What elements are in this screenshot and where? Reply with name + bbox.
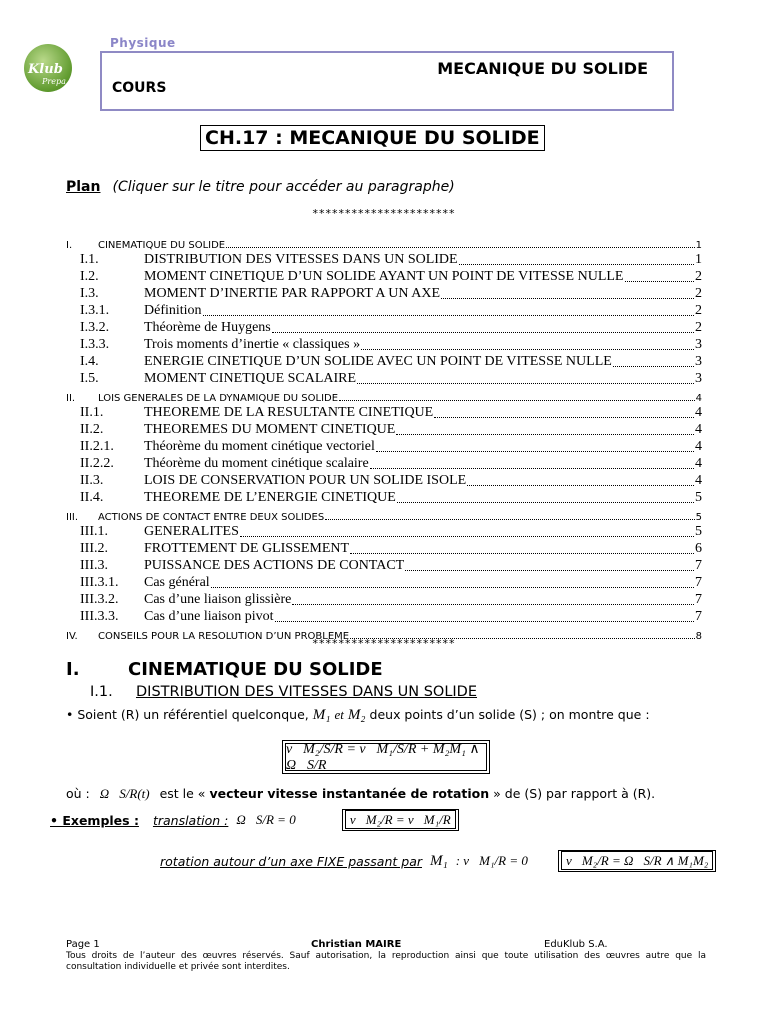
toc-entry-number: III.3.1. — [80, 575, 119, 590]
examples-line — [50, 809, 459, 831]
section-number: I. — [66, 659, 80, 680]
paragraph-definition — [66, 786, 655, 802]
toc-entry-label: Trois moments d’inertie « classiques » — [144, 337, 361, 352]
toc-entry-number: I.3.3. — [80, 337, 110, 352]
rotation-example-line — [160, 850, 716, 872]
toc-entry-page: 4 — [695, 405, 702, 420]
toc-entry-label: MOMENT CINETIQUE SCALAIRE — [144, 371, 357, 386]
rotation-equation: : v⃗M₁/R = 0⃗ — [455, 853, 538, 868]
toc-entry-number: I.2. — [80, 269, 99, 284]
toc-entry[interactable] — [66, 285, 702, 302]
rotation-result: v⃗M₂/R = Ω⃗S/R ∧ M₁M₂ — [561, 851, 713, 870]
toc-entry-page: 5 — [695, 490, 702, 505]
toc-entry-page: 4 — [695, 422, 702, 437]
translation-label: translation : — [152, 812, 229, 828]
toc-entry-label: THEOREMES DU MOMENT CINETIQUE — [144, 422, 396, 437]
toc-entry-number: II.1. — [80, 405, 104, 420]
toc-entry-label: Cas d’une liaison pivot — [144, 609, 274, 624]
toc-entry-page: 1 — [695, 252, 702, 267]
omega-symbol: Ω⃗S/R(t) — [99, 786, 150, 801]
toc-entry-number: II.2.1. — [80, 439, 114, 454]
toc-entry[interactable] — [66, 421, 702, 438]
toc-entry-number: III.2. — [80, 541, 108, 556]
toc-entry[interactable] — [66, 336, 702, 353]
section-title: CINEMATIQUE DU SOLIDE — [128, 659, 383, 680]
toc-leader-dots — [226, 247, 695, 248]
toc-entry-page: 7 — [695, 575, 702, 590]
logo-text: Klub — [28, 62, 63, 77]
toc-leader-dots — [211, 587, 694, 588]
toc-leader-dots — [613, 366, 694, 367]
toc-entry[interactable] — [66, 268, 702, 285]
toc-leader-dots — [292, 604, 694, 605]
translation-result: v⃗M₂/R = v⃗M₁/R — [345, 810, 456, 829]
toc-entry[interactable] — [66, 387, 702, 404]
toc-entry-label: DISTRIBUTION DES VITESSES DANS UN SOLIDE — [144, 252, 458, 267]
subsection-heading-1-1 — [90, 684, 477, 700]
toc-entry[interactable] — [66, 489, 702, 506]
toc-entry-number: I.5. — [80, 371, 99, 386]
paragraph-text: est le « — [159, 786, 206, 801]
toc-entry-label: Définition — [144, 303, 202, 318]
toc-entry[interactable] — [66, 251, 702, 268]
paragraph-intro — [66, 707, 650, 724]
toc-leader-dots — [240, 536, 694, 537]
separator-stars-top: ********************** — [312, 207, 456, 220]
toc-entry-number: I.4. — [80, 354, 99, 369]
toc-entry[interactable] — [66, 370, 702, 387]
toc-entry[interactable] — [66, 540, 702, 557]
toc-entry-page: 7 — [695, 592, 702, 607]
toc-entry-label: LOIS DE CONSERVATION POUR UN SOLIDE ISOLE — [144, 473, 467, 488]
toc-leader-dots — [275, 621, 695, 622]
toc-entry[interactable] — [66, 574, 702, 591]
header-box — [100, 51, 674, 111]
chapter-title: CH.17 : MECANIQUE DU SOLIDE — [200, 125, 545, 151]
paragraph-bold: vecteur vitesse instantanée de rotation — [209, 786, 490, 801]
translation-equation: Ω⃗S/R = 0⃗ — [236, 812, 306, 827]
toc-entry-label: THEOREME DE L’ENERGIE CINETIQUE — [144, 490, 396, 505]
toc-entry-label: LOIS GENERALES DE LA DYNAMIQUE DU SOLIDE — [98, 393, 339, 404]
toc-entry-page: 5 — [695, 524, 702, 539]
toc-entry-page: 1 — [695, 240, 702, 251]
paragraph-text: où : — [66, 786, 90, 801]
velocity-field-equation: v⃗M₂/S/R = v⃗M₁/S/R + M₂M₁ ∧ Ω⃗S/R — [285, 743, 487, 771]
plan-line — [66, 179, 455, 195]
toc-entry-number: I.3.1. — [80, 303, 110, 318]
toc-entry[interactable] — [66, 404, 702, 421]
toc-leader-dots — [397, 502, 694, 503]
subject-label: Physique — [110, 36, 176, 50]
toc-leader-dots — [405, 570, 694, 571]
separator-stars-bottom: ********************** — [312, 637, 456, 650]
section-heading-1 — [66, 659, 383, 680]
toc-leader-dots — [272, 332, 694, 333]
rotation-label: rotation autour d’un axe FIXE passant par — [160, 853, 422, 869]
toc-entry[interactable] — [66, 234, 702, 251]
logo-subtext: Prepa — [42, 77, 66, 86]
toc-entry-number: I.3.2. — [80, 320, 110, 335]
toc-entry-page: 2 — [695, 303, 702, 318]
toc-entry-label: MOMENT CINETIQUE D’UN SOLIDE AYANT UN POINT DE VITESSE NULLE — [144, 269, 624, 284]
toc-entry-page: 4 — [695, 456, 702, 471]
toc-entry-label: CINEMATIQUE DU SOLIDE — [98, 240, 226, 251]
toc-entry[interactable] — [66, 608, 702, 625]
translation-result-box — [342, 809, 459, 831]
toc-leader-dots — [370, 468, 694, 469]
toc-entry-label: CONSEILS POUR LA RESOLUTION D’UN PROBLEME — [98, 631, 350, 642]
toc-entry[interactable] — [66, 523, 702, 540]
plan-hint: (Cliquer sur le titre pour accéder au paragraphe) — [112, 179, 455, 195]
toc-leader-dots — [350, 553, 694, 554]
toc-leader-dots — [434, 417, 694, 418]
toc-entry-number: II. — [66, 393, 76, 404]
toc-leader-dots — [467, 485, 694, 486]
toc-leader-dots — [361, 349, 694, 350]
toc-entry-number: III.3.2. — [80, 592, 119, 607]
toc-entry-number: III.1. — [80, 524, 108, 539]
paragraph-text: deux points d’un solide (S) ; on montre que : — [369, 707, 650, 722]
toc-entry[interactable] — [66, 591, 702, 608]
toc-entry[interactable] — [66, 438, 702, 455]
footer-page-number: Page 1 — [66, 939, 100, 950]
toc-entry-label: PUISSANCE DES ACTIONS DE CONTACT — [144, 558, 405, 573]
footer-copyright: Tous droits de l’auteur des œuvres réservés. Sauf autorisation, la reproduction ainsi que toute utilisation des œuvres autre que la consultation individuelle et privée sont interdites. — [66, 951, 706, 972]
toc-leader-dots — [325, 519, 694, 520]
toc-entry-page: 4 — [695, 473, 702, 488]
toc-entry-number: III.3.3. — [80, 609, 119, 624]
paragraph-text: • Soient (R) un référentiel quelconque, — [66, 707, 309, 722]
toc-entry[interactable] — [66, 472, 702, 489]
main-equation-box — [282, 740, 490, 774]
toc-entry[interactable] — [66, 319, 702, 336]
point-m1: M₁ — [430, 852, 448, 869]
toc-entry-label: Cas général — [144, 575, 210, 590]
toc-entry-label: FROTTEMENT DE GLISSEMENT — [144, 541, 350, 556]
toc-entry-number: I. — [66, 240, 73, 251]
toc-entry-label: Cas d’une liaison glissière — [144, 592, 292, 607]
toc-entry-label: ACTIONS DE CONTACT ENTRE DEUX SOLIDES — [98, 512, 325, 523]
toc-leader-dots — [396, 434, 694, 435]
toc-entry-label: Théorème du moment cinétique vectoriel — [144, 439, 375, 454]
toc-entry[interactable] — [66, 302, 702, 319]
point-m1: M₁ — [312, 707, 331, 723]
toc-entry-label: ENERGIE CINETIQUE D’UN SOLIDE AVEC UN POINT DE VITESSE NULLE — [144, 354, 612, 369]
klub-prepa-logo — [24, 44, 72, 92]
toc-entry-number: I.3. — [80, 286, 99, 301]
rotation-result-box — [558, 850, 716, 872]
toc-entry[interactable] — [66, 506, 702, 523]
toc-entry-number: I.1. — [80, 252, 99, 267]
toc-entry-number: III.3. — [80, 558, 108, 573]
plan-label: Plan — [66, 179, 101, 195]
toc-leader-dots — [625, 281, 695, 282]
toc-leader-dots — [357, 383, 694, 384]
table-of-contents — [66, 234, 702, 642]
examples-label: • Exemples : — [50, 812, 139, 828]
toc-leader-dots — [376, 451, 694, 452]
toc-entry-number: II.4. — [80, 490, 104, 505]
toc-entry-number: II.2. — [80, 422, 104, 437]
toc-entry-page: 2 — [695, 269, 702, 284]
toc-entry-page: 3 — [695, 354, 702, 369]
toc-entry-number: II.3. — [80, 473, 104, 488]
toc-leader-dots — [459, 264, 694, 265]
toc-entry-label: THEOREME DE LA RESULTANTE CINETIQUE — [144, 405, 434, 420]
toc-entry[interactable] — [66, 455, 702, 472]
header-section: COURS — [112, 80, 167, 96]
conjunction: et — [334, 707, 344, 722]
toc-entry-page: 7 — [695, 558, 702, 573]
toc-entry-page: 4 — [695, 439, 702, 454]
paragraph-text: » de (S) par rapport à (R). — [493, 786, 656, 801]
toc-entry-page: 7 — [695, 609, 702, 624]
toc-entry-label: MOMENT D’INERTIE PAR RAPPORT A UN AXE — [144, 286, 440, 301]
toc-entry[interactable] — [66, 353, 702, 370]
toc-entry-page: 3 — [695, 337, 702, 352]
point-m2: M₂ — [347, 707, 366, 723]
footer-author: Christian MAIRE — [311, 939, 402, 950]
toc-entry-number: II.2.2. — [80, 456, 114, 471]
toc-leader-dots — [203, 315, 694, 316]
toc-entry-page: 2 — [695, 320, 702, 335]
toc-entry-label: GENERALITES — [144, 524, 239, 539]
toc-entry[interactable] — [66, 557, 702, 574]
toc-entry-page: 3 — [695, 371, 702, 386]
toc-entry-page: 6 — [695, 541, 702, 556]
toc-leader-dots — [339, 400, 695, 401]
toc-entry-number: IV. — [66, 631, 78, 642]
footer-company: EduKlub S.A. — [544, 939, 608, 950]
toc-entry-label: Théorème de Huygens — [144, 320, 271, 335]
toc-entry-number: III. — [66, 512, 79, 523]
subsection-number: I.1. — [90, 684, 113, 700]
toc-entry-page: 2 — [695, 286, 702, 301]
toc-entry-page: 8 — [695, 631, 702, 642]
toc-entry-page: 4 — [695, 393, 702, 404]
header-title: MECANIQUE DU SOLIDE — [437, 59, 648, 78]
toc-entry-page: 5 — [695, 512, 702, 523]
toc-leader-dots — [441, 298, 694, 299]
subsection-title: DISTRIBUTION DES VITESSES DANS UN SOLIDE — [136, 684, 478, 700]
toc-entry-label: Théorème du moment cinétique scalaire — [144, 456, 369, 471]
